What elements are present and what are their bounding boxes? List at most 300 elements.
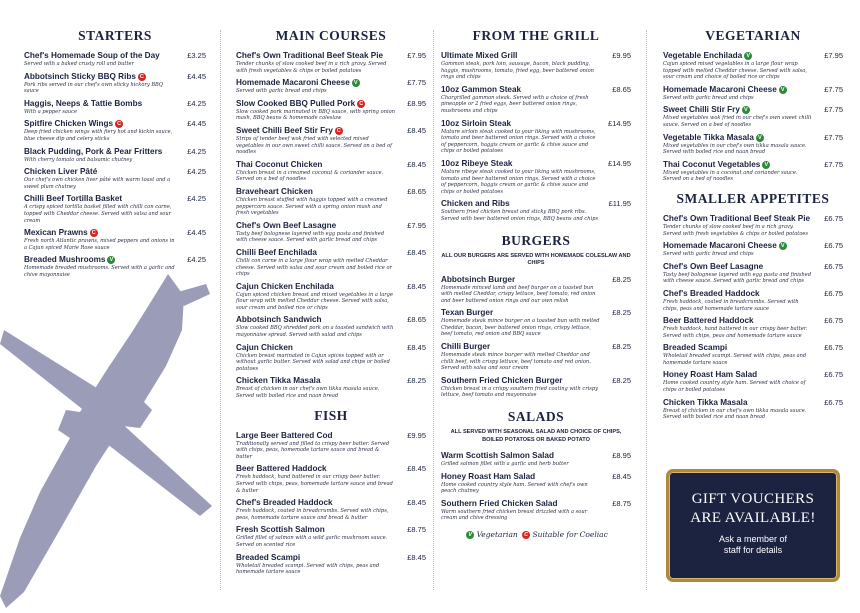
menu-item-name [24,51,176,61]
column-divider [220,30,221,590]
menu-item-price: £7.95 [407,51,426,60]
menu-item [663,105,843,128]
menu-item-name [236,464,396,474]
menu-item-name-text: Slow Cooked BBQ Pulled Pork [236,98,356,108]
column-grill-burgers-salads [441,24,631,539]
menu-item-price: £8.25 [612,342,631,352]
menu-item-description: Mixed vegetables in a coconut and coriander sauce. Served on a bed of noodles [663,169,798,183]
menu-item-description: Chargrilled gammon steak. Served with a choice of fresh pineapple or 2 fried eggs, beer battered onion rings, mushrooms and chips [441,94,589,114]
menu-item-name [663,316,813,326]
menu-item-description: Strips of tender beef wok fried with selected mixed vegetables in our own sweet chilli sauce. Served on a bed of noodles [236,135,393,156]
menu-item-name-text: Breaded Scampi [663,343,728,353]
menu-item-price: £4.45 [187,228,206,238]
menu-item-name [236,553,396,563]
menu-item [236,126,426,156]
menu-item-name-text: Abbotsinch Sticky BBQ Ribs [24,71,136,81]
menu-item-name [236,187,396,197]
section-title-grill: FROM THE GRILL [472,28,600,43]
menu-item-description: Tender chunks of slow cooked beef in a rich gravy. Served with fresh vegetables & chips or boiled potatoes [236,61,387,74]
menu-item-price: £8.45 [407,464,426,474]
menu-item-name-text: Chicken Liver Pâté [24,167,98,177]
coeliac-icon: C [357,100,365,108]
menu-item-price: £6.75 [824,241,843,251]
menu-item-name-text: Vegetable Tikka Masala [663,132,754,142]
menu-item [236,464,426,494]
menu-item-price: £8.25 [407,376,426,386]
menu-item-price: £11.95 [608,199,631,209]
menu-item-name [24,147,176,157]
menu-item-description: Breast of chicken in our chef's own tikka masala sauce. Served with boiled rice and naan bread [663,407,807,421]
vegetarian-icon: V [762,161,770,169]
menu-item-name [663,262,813,272]
menu-item-description: Tender chunks of slow cooked beef in a rich gravy. Served with fresh vegetables & chips or boiled potatoes [663,223,809,237]
menu-item-description: Mixed vegetables in our chef's own tikka masala sauce. Served with boiled rice and naan bread [663,142,807,156]
menu-item [663,398,843,421]
menu-item [236,78,426,95]
menu-item [236,187,426,217]
menu-item-name-text: Cajun Chicken Enchilada [236,281,334,291]
vegetarian-icon: V [756,134,764,142]
menu-item-description: Fresh haddock, coated in breadcrumbs. Served with chips, peas, homemade tartare sauce and bread & butter [236,508,389,521]
menu-item-description: Homemade minced lamb and beef burger on a toasted bun with melted Cheddar, crispy lettuce, beef tomato, red onion and beer battered onion rings and our own relish [441,284,596,304]
menu-item-price: £6.75 [824,370,843,380]
column-starters [24,24,206,283]
menu-item [441,308,631,338]
menu-item-price: £4.25 [187,194,206,204]
voucher-sub-line2: staff for details [723,545,783,555]
gift-voucher-box [666,469,840,582]
menu-item-price: £8.25 [612,308,631,318]
menu-item-price: £8.45 [407,552,426,562]
menu-item-description: Slow cooked pork marinated in BBQ sauce, with spring onion mash, BBQ beans & homemade coleslaw [236,108,395,122]
menu-item-name-text: Chef's Breaded Haddock [663,288,760,298]
menu-item [236,431,426,461]
menu-item-name [441,275,601,285]
menu-item [441,499,631,522]
menu-item-name [663,214,813,224]
menu-item-description: Fresh haddock, hand battered in our crispy beer batter. Served with chips, peas, homemade tartare sauce and bread & butter [236,474,393,494]
menu-item-description: Wholetail breaded scampi. Served with chips, peas and homemade tartare sauce [236,562,380,576]
menu-item-name-text: Braveheart Chicken [236,186,313,196]
menu-item-description: Southern fried chicken breast and sticky BBQ pork ribs. Served with beer battered onion rings, BBQ beans and chips [441,209,599,222]
menu-item-description: Chicken breast stuffed with haggis topped with a creamed peppercorn sauce. Served with a spring onion mash and fresh vegetables [236,196,388,217]
menu-item [24,119,206,142]
menu-item-name-text: Sweet Chilli Beef Stir Fry [236,125,333,135]
menu-item-description: Our chef's own chicken liver pâté with warm toast and a sweet plum chutney [24,177,171,190]
spitfire-silhouette [0,270,215,610]
coeliac-icon: C [138,73,146,81]
menu-item-price: £4.25 [187,98,206,108]
menu-item-description: Fresh north Atlantic prawns, mixed peppers and onions in a Cajun spiced Marie Rose sauce [24,238,175,251]
menu-item [663,343,843,366]
menu-item [441,342,631,372]
menu-item-price: £8.25 [612,375,631,385]
menu-item-description: With cherry tomato and balsamic chutney [24,156,133,163]
menu-item [236,315,426,338]
menu-item-price: £6.75 [824,397,843,407]
smaller-appetites-list [663,214,843,421]
menu-item [24,228,206,251]
menu-item-name-text: Chicken Tikka Masala [663,397,748,407]
menu-item-name [441,199,601,209]
menu-item-price: £6.75 [824,213,843,223]
menu-item-name [236,248,396,258]
menu-item-name [441,308,601,318]
menu-item-description: Grilled salmon fillet with a garlic and herb butter [441,461,569,468]
menu-item [441,199,631,222]
menu-item-name-text: Homemade Macaroni Cheese [236,78,350,88]
column-divider [646,30,647,590]
menu-item-name-text: Beer Battered Haddock [236,464,327,474]
menu-item [441,119,631,155]
menu-item [236,553,426,576]
menu-item-name [663,398,813,408]
menu-item-name [236,78,396,88]
menu-item-name [24,228,176,238]
menu-item-name-text: Abbotsinch Sandwich [236,315,322,325]
menu-item-name-text: Texan Burger [441,308,494,318]
menu-item-name-text: Homemade Macaroni Cheese [663,241,777,251]
menu-item-description: Tasty beef bolognese layered with egg pasta and finished with cheese sauce. Served with garlic bread and chips [663,271,812,285]
menu-item-name [663,160,813,170]
menu-item-name-text: Abbotsinch Burger [441,274,516,284]
menu-item-name-text: Mexican Prawns [24,228,88,238]
vegetarian-icon: V [466,531,474,539]
menu-item-description: Homemade steak mince burger with melted Cheddar and chilli beef, with crispy lettuce, beef tomato and red onion. Served with salsa and sour cream [441,352,591,372]
menu-item-description: Slow cooked BBQ shredded pork on a toasted sandwich with mayonnaise spread. Served with salad and chips [236,325,394,339]
menu-item-price: £8.25 [612,274,631,284]
menu-item [24,72,206,95]
menu-item-price: £6.75 [824,288,843,298]
dietary-legend [441,530,631,539]
menu-item-name [441,119,601,129]
menu-item-description: Served with a baked crusty roll and butter [24,61,134,67]
menu-item-name-text: 10oz Gammon Steak [441,84,522,94]
menu-item-description: Served with garlic bread and chips [663,94,754,101]
menu-item [663,85,843,102]
menu-item-description: Breast of chicken in our chef's own tikka masala sauce. Served with boiled rice and naan bread [236,386,380,400]
menu-item [663,133,843,156]
menu-item-description: Homemade steak mince burger on a toasted bun with melted Cheddar, bacon, beer battered onion rings, crispy lettuce, beef tomato, red onion and BBQ sauce [441,318,600,338]
menu-item-name-text: Ultimate Mixed Grill [441,51,518,60]
menu-item [236,343,426,373]
salads-list [441,451,631,522]
menu-item-name-text: Chilli Beef Enchilada [236,247,317,257]
menu-item-price: £8.65 [407,315,426,325]
menu-item [663,160,843,183]
menu-item-description: With a pepper sauce [24,108,78,115]
menu-item-name [441,85,601,95]
section-title-starters: STARTERS [78,28,152,43]
menu-item-name [663,343,813,353]
coeliac-icon: C [335,127,343,135]
menu-item [663,370,843,393]
menu-item-name-text: Fresh Scottish Salmon [236,525,325,535]
menu-item-description: Chicken breast in a crispy southern fried coating with crispy lettuce, beef tomato and mayonnaise [441,385,599,399]
menu-item-name-text: Chicken Tikka Masala [236,376,321,386]
voucher-title-line2: ARE AVAILABLE! [690,510,816,526]
menu-item-name-text: Thai Coconut Vegetables [663,159,761,169]
menu-item [24,167,206,190]
menu-item-description: Chilli con carne in a large flour wrap with melted Cheddar cheese. Served with salsa and sour cream and boiled rice or chips [236,257,392,278]
menu-item [236,221,426,244]
menu-item-name-text: Chef's Breaded Haddock [236,498,333,508]
menu-item-description: Mature ribeye steak cooked to your liking with mushrooms, tomato and beer battered onion rings. Served with a choice of peppercorn, haggis cream or garlic & chive sauce and chips or boiled potatoes [441,168,596,195]
menu-item-description: Deep fried chicken wings with fiery hot and kickin sauce, blue cheese dip and celery sticks [24,129,173,142]
menu-item [24,99,206,116]
menu-item-description: Wholetail breaded scampi. Served with chips, peas and homemade tartare sauce [663,353,807,366]
coeliac-icon: C [90,229,98,237]
menu-item-name-text: Breaded Mushrooms [24,255,106,265]
menu-item-price: £8.45 [612,471,631,481]
section-title-burgers: BURGERS [501,232,571,248]
menu-item-description: Pork ribs served in our chef's own sticky hickory BBQ sauce [24,81,163,95]
menu-item-price: £7.75 [407,78,426,88]
menu-item-price: £6.75 [824,343,843,353]
menu-item-name [236,376,396,386]
menu-item-price: £9.95 [612,51,631,60]
menu-item-price: £6.75 [824,261,843,271]
menu-item-name-text: Spitfire Chicken Wings [24,119,114,129]
menu-item-price: £4.25 [187,146,206,156]
menu-item-price: £8.65 [612,84,631,94]
menu-item-name-text: Black Pudding, Pork & Pear Fritters [24,146,163,156]
menu-item-name [441,376,601,386]
menu-item-description: Homemade breaded mushrooms. Served with a garlic and chive mayonnaise [24,265,175,278]
menu-item-name-text: Sweet Chilli Stir Fry [663,105,740,115]
menu-item-price: £3.25 [187,51,206,60]
menu-item-name [663,289,813,299]
menu-item-price: £8.45 [407,125,426,135]
menu-item-name-text: Vegetable Enchilada [663,51,743,60]
section-title-main-courses: MAIN COURSES [275,28,387,43]
menu-item-price: £4.45 [187,71,206,81]
menu-item-name [24,167,176,177]
menu-item-description: Fresh haddock, coated in breadcrumbs. Served with chips, peas and homemade tartare sauce [663,298,799,312]
menu-item-name-text: Chef's Own Traditional Beef Steak Pie [663,213,811,223]
menu-item-name-text: Chicken and Ribs [441,199,510,209]
menu-item-price: £7.75 [824,132,843,142]
menu-item-price: £8.45 [407,247,426,257]
menu-item-name [441,159,601,169]
menu-item-description: Tasty beef bolognese layered with egg pasta and finished with cheese sauce. Served with garlic bread and chips [236,230,385,244]
menu-item-name [236,282,396,292]
menu-item-name-text: Thai Coconut Chicken [236,159,323,169]
menu-item-name [24,99,176,109]
main-courses-list [236,51,426,400]
menu-item [236,160,426,183]
menu-item-price: £6.75 [824,316,843,326]
menu-item-name [236,315,396,325]
section-title-salads: SALADS [507,409,565,425]
menu-item [236,248,426,278]
menu-item [663,316,843,339]
menu-item-description: Chicken breast in a creamed coconut & coriander sauce. Served on a bed of noodles [236,169,384,183]
menu-item-name-text: Chilli Beef Tortilla Basket [24,194,123,204]
menu-item [236,525,426,548]
menu-item-name [663,51,813,61]
menu-item [24,147,206,164]
legend-coeliac-label: Suitable for Coeliac [532,530,608,539]
menu-item-name [236,221,396,231]
grill-list [441,51,631,223]
menu-item-name [441,499,601,509]
vegetarian-icon: V [744,52,752,60]
menu-item [663,241,843,258]
vegetarian-icon: V [107,256,115,264]
menu-item-name [663,241,813,251]
menu-item-price: £9.95 [407,430,426,440]
menu-item-name [441,51,601,61]
menu-item [441,275,631,305]
menu-item [441,451,631,468]
menu-item [663,51,843,81]
vegetarian-icon: V [779,242,787,250]
menu-item-name-text: Chilli Burger [441,342,491,352]
menu-item-description: Mixed vegetables wok fried in our chef's own sweet chilli sauce. Served on a bed of noodles [663,115,812,128]
menu-item-description: Gammon steak, pork loin, sausage, bacon, black pudding, haggis, mushrooms, tomato, fried egg, beer battered onion rings and chips [441,61,594,81]
menu-item-name [441,451,601,461]
legend-vegetarian-label: Vegetarian [476,530,518,539]
menu-item-name-text: Beer Battered Haddock [663,316,754,326]
menu-item-description: Traditionally served and filled to crispy beer batter. Served with chips, peas, homemade tartare sauce and bread & butter [236,440,390,460]
vegetarian-icon: V [352,79,360,87]
menu-item-description: Chicken breast marinated in Cajun spices topped with or without garlic butter. Served with salad and chips or boiled potatoes [236,352,390,372]
menu-item-price: £8.45 [407,342,426,352]
menu-item-name [236,51,396,61]
menu-item-name-text: Homemade Macaroni Cheese [663,84,777,94]
menu-item-name [663,105,813,115]
burgers-list [441,275,631,400]
menu-item-price: £8.45 [407,281,426,291]
menu-item-name-text: Haggis, Neeps & Tattie Bombs [24,98,143,108]
menu-item-name-text: Cajun Chicken [236,342,293,352]
menu-item-name [236,431,396,441]
menu-item-name [24,255,176,265]
menu-item-name-text: Southern Fried Chicken Burger [441,375,563,385]
menu-item-name [24,194,176,204]
menu-item-name [236,99,396,109]
menu-item-name-text: 10oz Sirloin Steak [441,118,512,128]
section-title-fish: FISH [314,407,348,423]
menu-item-price: £7.95 [824,51,843,60]
menu-item-name [24,119,176,129]
column-divider [433,30,434,590]
menu-item-price: £8.65 [407,186,426,196]
menu-item-price: £8.95 [612,451,631,461]
voucher-title-line1: GIFT VOUCHERS [691,491,815,507]
menu-item-description: Fresh haddock, hand battered in our crispy beer batter. Served with chips, peas and homemade tartare sauce [663,326,808,339]
menu-item-price: £4.45 [187,119,206,129]
menu-item-price: £4.25 [187,255,206,265]
menu-item-description: Served with garlic bread and chips [663,251,754,258]
menu-item-name [236,498,396,508]
menu-item [236,282,426,312]
menu-item-price: £7.75 [824,105,843,115]
column-mains-fish [236,24,426,580]
menu-item [24,194,206,224]
menu-item-description: Home cooked country style ham. Served with chef's own peach chutney [441,481,588,495]
coeliac-icon: C [115,120,123,128]
menu-item-name-text: Chef's Own Traditional Beef Steak Pie [236,51,384,60]
menu-item-price: £7.75 [824,84,843,94]
menu-item-price: £8.45 [407,159,426,169]
menu-item-description: Served with garlic bread and chips [236,88,327,95]
menu-item [24,255,206,278]
vegetarian-list [663,51,843,183]
menu-item-name-text: Chef's Homemade Soup of the Day [24,51,160,60]
voucher-sub-line1: Ask a member of [718,534,788,544]
menu-item-name [441,472,601,482]
menu-item-name-text: Chef's Own Beef Lasagne [236,220,337,230]
menu-item-name-text: Chef's Own Beef Lasagne [663,261,764,271]
menu-item-description: Cajun spiced mixed vegetables in a large flour wrap topped with melted Cheddar cheese. Served with salsa, sour cream and choice of boiled rice or chips [663,61,807,81]
menu-item [663,289,843,312]
menu-item-description: Home cooked country style ham. Served with choice of chips or boiled potatoes [663,380,806,394]
menu-item-description: Mature sirloin steak cooked to your liking with mushrooms, tomato and beer battered onion rings. Served with a choice of peppercorn, haggis cream or garlic & chive sauce and chips or boiled potatoes [441,128,596,155]
menu-item-name-text: Large Beer Battered Cod [236,430,333,440]
menu-item-name [236,126,396,136]
menu-item-price: £7.95 [407,220,426,230]
menu-item-name-text: Honey Roast Ham Salad [441,471,536,481]
menu-item-name [663,370,813,380]
starters-list [24,51,206,279]
menu-item-name [441,342,601,352]
menu-item-price: £8.75 [407,525,426,535]
section-title-smaller-appetites: SMALLER APPETITES [676,190,830,206]
menu-item [236,376,426,399]
menu-item-name-text: Warm Scottish Salmon Salad [441,451,554,461]
menu-item-description: Grilled fillet of salmon with a wild garlic mushroom sauce. Served on scented rice [236,535,388,548]
menu-item-name [663,133,813,143]
salads-note: ALL SERVED WITH SEASONAL SALAD AND CHOICE OF CHIPS, BOILED POTATOES OR BAKED POTATO [450,429,622,443]
menu-item-name-text: Honey Roast Ham Salad [663,370,758,380]
menu-item-description: Warm southern fried chicken breast drizzled with a sour cream and chive dressing [441,508,588,522]
menu-item-price: £8.45 [407,498,426,508]
menu-item-price: £14.95 [608,118,631,128]
menu-item [236,99,426,122]
menu-item-name-text: Breaded Scampi [236,552,301,562]
menu-item [441,472,631,495]
menu-item [663,214,843,237]
menu-item-name [236,343,396,353]
column-vegetarian-smaller [663,24,843,425]
menu-item [441,159,631,195]
menu-item-description: Cajun spiced chicken breast and mixed vegetables in a large flour wrap with melted Cheddar cheese. Served with salsa, sour cream and boiled rice or chips [236,291,393,311]
menu-item-name-text: 10oz Ribeye Steak [441,158,513,168]
menu-item-name-text: Southern Fried Chicken Salad [441,498,558,508]
menu-item-price: £8.95 [407,98,426,108]
fish-list [236,431,426,576]
menu-item-price: £8.75 [612,498,631,508]
vegetarian-icon: V [742,106,750,114]
menu-item-name [24,72,176,82]
menu-item [663,262,843,285]
menu-item-name [236,525,396,535]
menu-item-price: £4.25 [187,167,206,177]
menu-item-name [236,160,396,170]
burgers-note: ALL OUR BURGERS ARE SERVED WITH HOMEMADE COLESLAW AND CHIPS [441,252,631,266]
menu-item [441,51,631,81]
menu-item-price: £14.95 [608,158,631,168]
coeliac-icon: C [522,531,530,539]
menu-item [441,85,631,115]
menu-item [236,498,426,521]
menu-item-name [663,85,813,95]
menu-item [441,376,631,399]
menu-item-price: £7.75 [824,159,843,169]
menu-item-description: A crispy spiced tortilla basket filled with chilli con carne, topped with Cheddar cheese. Served with salsa and sour cream [24,204,172,224]
